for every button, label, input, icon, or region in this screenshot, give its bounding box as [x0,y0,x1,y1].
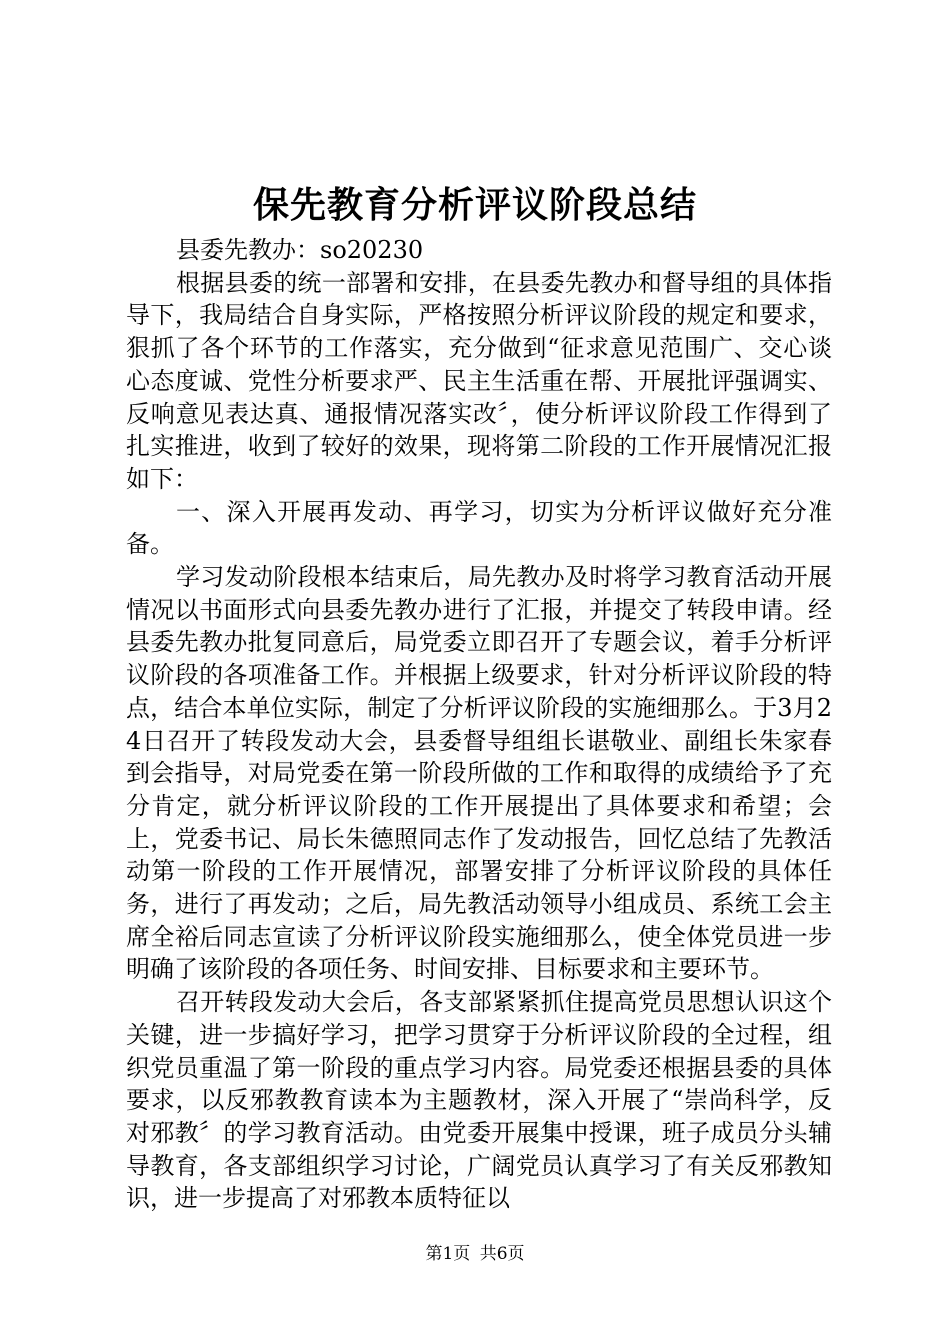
paragraph: 学习发动阶段根本结束后，局先教办及时将学习教育活动开展情况以书面形式向县委先教办进行了汇报，并提交了转段申请。经县委先教办批复同意后，局党委立即召开了专题会议，着手分析评议阶段的各项准备工作。并根据上级要求，针对分析评议阶段的特点，结合本单位实际，制定了分析评议阶段的实施细那么。于3月24日召开了转段发动大会，县委督导组组长谌敬业、副组长朱家春到会指导，对局党委在第一阶段所做的工作和取得的成绩给予了充分肯定，就分析评议阶段的工作开展提出了具体要求和希望；会上，党委书记、局长朱德照同志作了发动报告，回忆总结了先教活动第一阶段的工作开展情况，部署安排了分析评议阶段的具体任务，进行了再发动；之后，局先教活动领导小组成员、系统工会主席全裕后同志宣读了分析评议阶段实施细那么，使全体党员进一步明确了该阶段的各项任务、时间安排、目标要求和主要环节。 [126,563,832,984]
document-title: 保先教育分析评议阶段总结 [252,185,697,226]
page-number: 第1页 [425,1244,471,1264]
page-total: 共6页 [479,1244,525,1264]
section-heading: 一、深入开展再发动、再学习，切实为分析评议做好充分准备。 [126,497,832,559]
document-body [126,234,832,1215]
paragraph: 召开转段发动大会后，各支部紧紧抓住提高党员思想认识这个关键，进一步搞好学习，把学习贯穿于分析评议阶段的全过程，组织党员重温了第一阶段的重点学习内容。局党委还根据县委的具体要求，以反邪教教育读本为主题教材，深入开展了“崇尚科学，反对邪教〞的学习教育活动。由党委开展集中授课，班子成员分头辅导教育，各支部组织学习讨论，广阔党员认真学习了有关反邪教知识，进一步提高了对邪教本质特征以 [126,988,832,1213]
paragraph: 根据县委的统一部署和安排，在县委先教办和督导组的具体指导下，我局结合自身实际，严格按照分析评议阶段的规定和要求，狠抓了各个环节的工作落实，充分做到“征求意见范围广、交心谈心态度诚、党性分析要求严、民主生活重在帮、开展批评强调实、反响意见表达真、通报情况落实改〞，使分析评议阶段工作得到了扎实推进，收到了较好的效果，现将第二阶段的工作开展情况汇报如下： [126,268,832,493]
paragraph: 县委先教办：so20230 [176,236,424,264]
page-footer [0,1242,950,1266]
